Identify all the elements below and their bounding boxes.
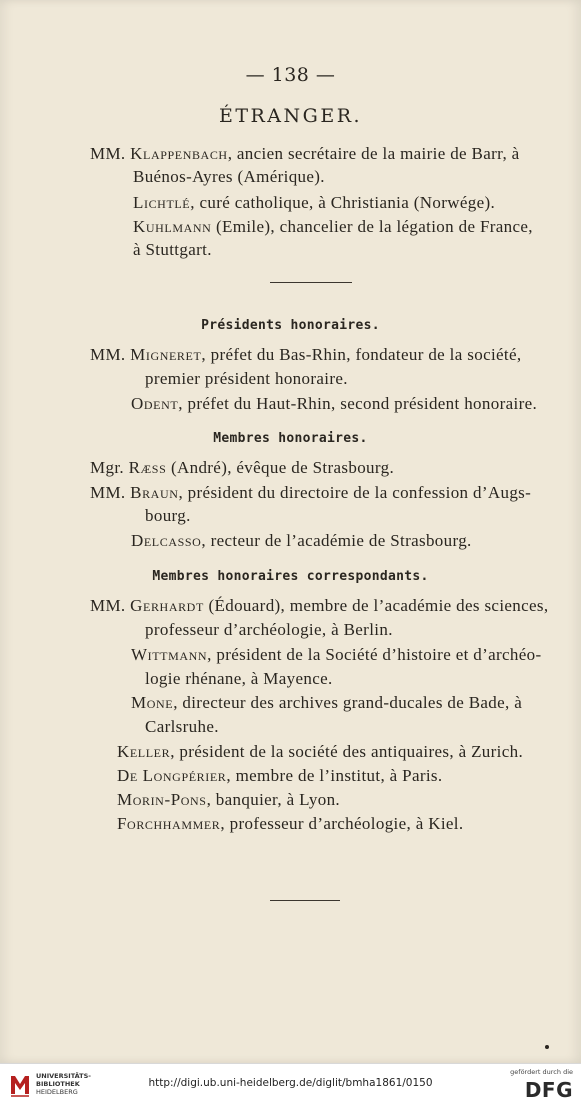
closing-divider [270,900,340,901]
entry-line: MM. Gerhardt (Édouard), membre de l’académie des sciences, [90,596,549,615]
page-url-link[interactable]: http://digi.ub.uni-heidelberg.de/diglit/bmha1861/0150 [148,1077,433,1089]
person-name: Odent [131,394,179,413]
entry-line: Keller, président de la société des antiquaires, à Zurich. [117,742,524,761]
person-name: Wittmann [131,645,208,664]
entry-line: Mone, directeur des archives grand-ducales de Bade, à [131,693,523,712]
entry-line: De Longpérier, membre de l’institut, à Paris. [117,766,443,785]
entry-line: Buénos-Ayres (Amérique). [133,167,325,186]
person-name: Keller [117,742,171,761]
page-number: — 138 — [245,64,336,86]
entry-line: logie rhénane, à Mayence. [145,669,333,688]
entry-line: MM. Klappenbach, ancien secrétaire de la mairie de Barr, à [90,144,520,163]
entry-line: Forchhammer, professeur d’archéologie, à Kiel. [117,814,464,833]
funding-note: gefördert durch die [510,1068,573,1076]
ink-speck [545,1045,549,1049]
section-divider [270,282,352,283]
person-name: Lichtlé [133,193,191,212]
entry-line: professeur d’archéologie, à Berlin. [145,620,393,639]
person-name: Mone [131,693,174,712]
person-name: Forchhammer [117,814,221,833]
entry-line: Morin-Pons, banquier, à Lyon. [117,790,341,809]
dfg-logo[interactable]: DFG [524,1078,573,1102]
correspondants-heading: Membres honoraires correspondants. [152,569,429,584]
person-name: De Longpérier [117,766,227,785]
entry-line: MM. Migneret, préfet du Bas-Rhin, fondateur de la société, [90,345,522,364]
person-name: Ræss [128,458,167,477]
person-name: Klappenbach [130,144,228,163]
viewer-footer [0,1063,581,1106]
entry-line: bourg. [145,506,191,525]
membres-heading: Membres honoraires. [213,431,368,446]
entry-line: Carlsruhe. [145,717,219,736]
presidents-heading: Présidents honoraires. [201,318,380,333]
library-name: UNIVERSITÄTS- BIBLIOTHEK HEIDELBERG [36,1072,91,1096]
person-name: Morin-Pons [117,790,207,809]
entry-line: à Stuttgart. [133,240,212,259]
entry-line: MM. Braun, président du directoire de la confession d’Augs- [90,483,532,502]
entry-line: Mgr. Ræss (André), évêque de Strasbourg. [90,458,395,477]
section-title: ÉTRANGER. [218,105,363,127]
entry-line: Lichtlé, curé catholique, à Christiania (Norwége). [133,193,496,212]
person-name: Kuhlmann [133,217,212,236]
person-name: Delcasso [131,531,202,550]
entry-line: Wittmann, président de la Société d’histoire et d’archéo- [131,645,542,664]
person-name: Braun [130,483,179,502]
person-name: Migneret [130,345,202,364]
entry-line: Odent, préfet du Haut-Rhin, second président honoraire. [131,394,538,413]
person-name: Gerhardt [130,596,204,615]
entry-line: Kuhlmann (Emile), chancelier de la légation de France, [133,217,533,236]
entry-line: premier président honoraire. [145,369,348,388]
entry-line: Delcasso, recteur de l’académie de Strasbourg. [131,531,472,550]
